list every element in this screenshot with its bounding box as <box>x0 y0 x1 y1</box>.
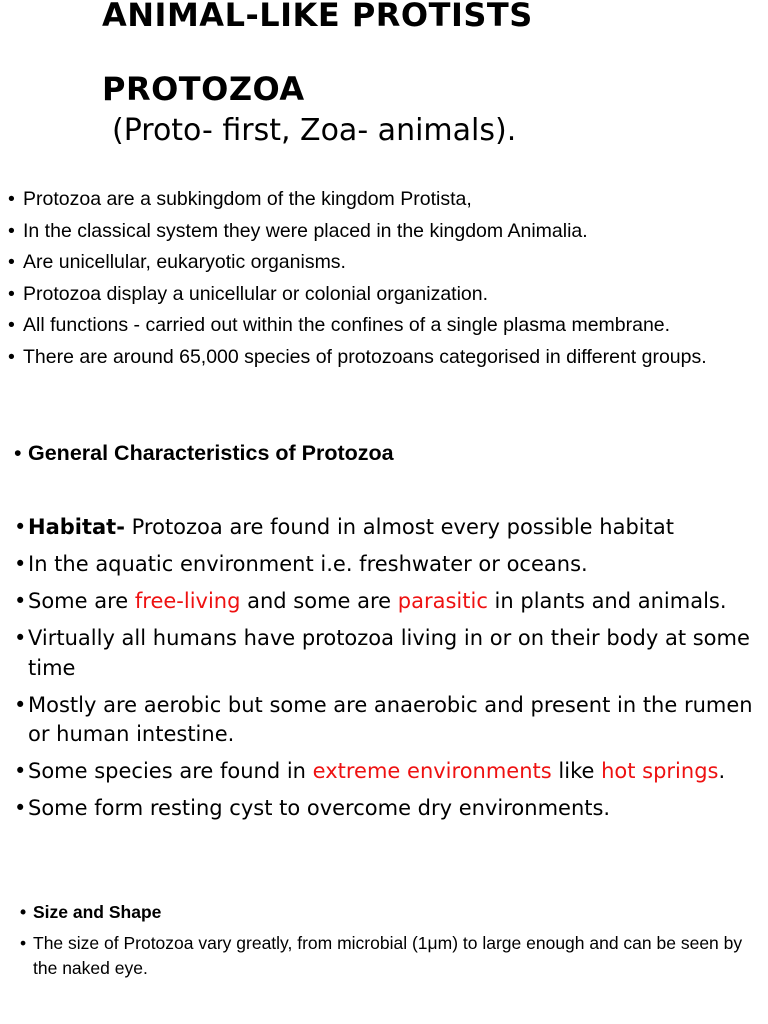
general-characteristics-heading: • General Characteristics of Protozoa <box>14 441 768 466</box>
text-segment: and some are <box>240 589 398 613</box>
intro-list <box>8 187 748 376</box>
list-item: • Mostly are aerobic but some are anaerobic and present in the rumen or human intestine. <box>14 691 760 750</box>
subtitle: (Proto- first, Zoa- animals). <box>112 113 517 148</box>
list-item-free-living <box>14 587 760 617</box>
text-segment: in plants and animals. <box>487 589 727 613</box>
list-item: • Virtually all humans have protozoa living in or on their body at some time <box>14 624 760 683</box>
list-item: • In the classical system they were placed in the kingdom Animalia. <box>8 219 748 244</box>
size-shape-heading: • Size and Shape <box>20 900 748 925</box>
list-item: • In the aquatic environment i.e. freshwater or oceans. <box>14 550 760 580</box>
highlight-free-living: free-living <box>134 589 241 613</box>
list-item: • The size of Protozoa vary greatly, from microbial (1μm) to large enough and can be seen by the naked eye. <box>20 931 748 981</box>
text-segment: . <box>718 759 726 783</box>
list-item: • There are around 65,000 species of protozoans categorised in different groups. <box>8 345 748 370</box>
page-title: ANIMAL-LIKE PROTISTS <box>102 0 533 34</box>
list-item: • Some form resting cyst to overcome dry environments. <box>14 794 760 824</box>
section-title: PROTOZOA <box>102 70 305 108</box>
habitat-text: Protozoa are found in almost every possible habitat <box>124 515 674 539</box>
text-segment: Some species are found in <box>28 759 313 783</box>
highlight-extreme-environments: extreme environments <box>312 759 552 783</box>
text-segment: like <box>551 759 602 783</box>
highlight-hot-springs: hot springs <box>601 759 719 783</box>
text-segment: Some are <box>28 589 135 613</box>
list-item-habitat <box>14 513 760 543</box>
habitat-label: Habitat- <box>28 515 125 539</box>
size-shape-list <box>20 900 748 987</box>
characteristics-list <box>14 513 760 831</box>
list-item: • Protozoa display a unicellular or colonial organization. <box>8 282 748 307</box>
list-item: • Protozoa are a subkingdom of the kingdom Protista, <box>8 187 748 212</box>
highlight-parasitic: parasitic <box>397 589 488 613</box>
list-item: • All functions - carried out within the confines of a single plasma membrane. <box>8 313 748 338</box>
list-item: • Are unicellular, eukaryotic organisms. <box>8 250 748 275</box>
list-item-extreme <box>14 757 760 787</box>
